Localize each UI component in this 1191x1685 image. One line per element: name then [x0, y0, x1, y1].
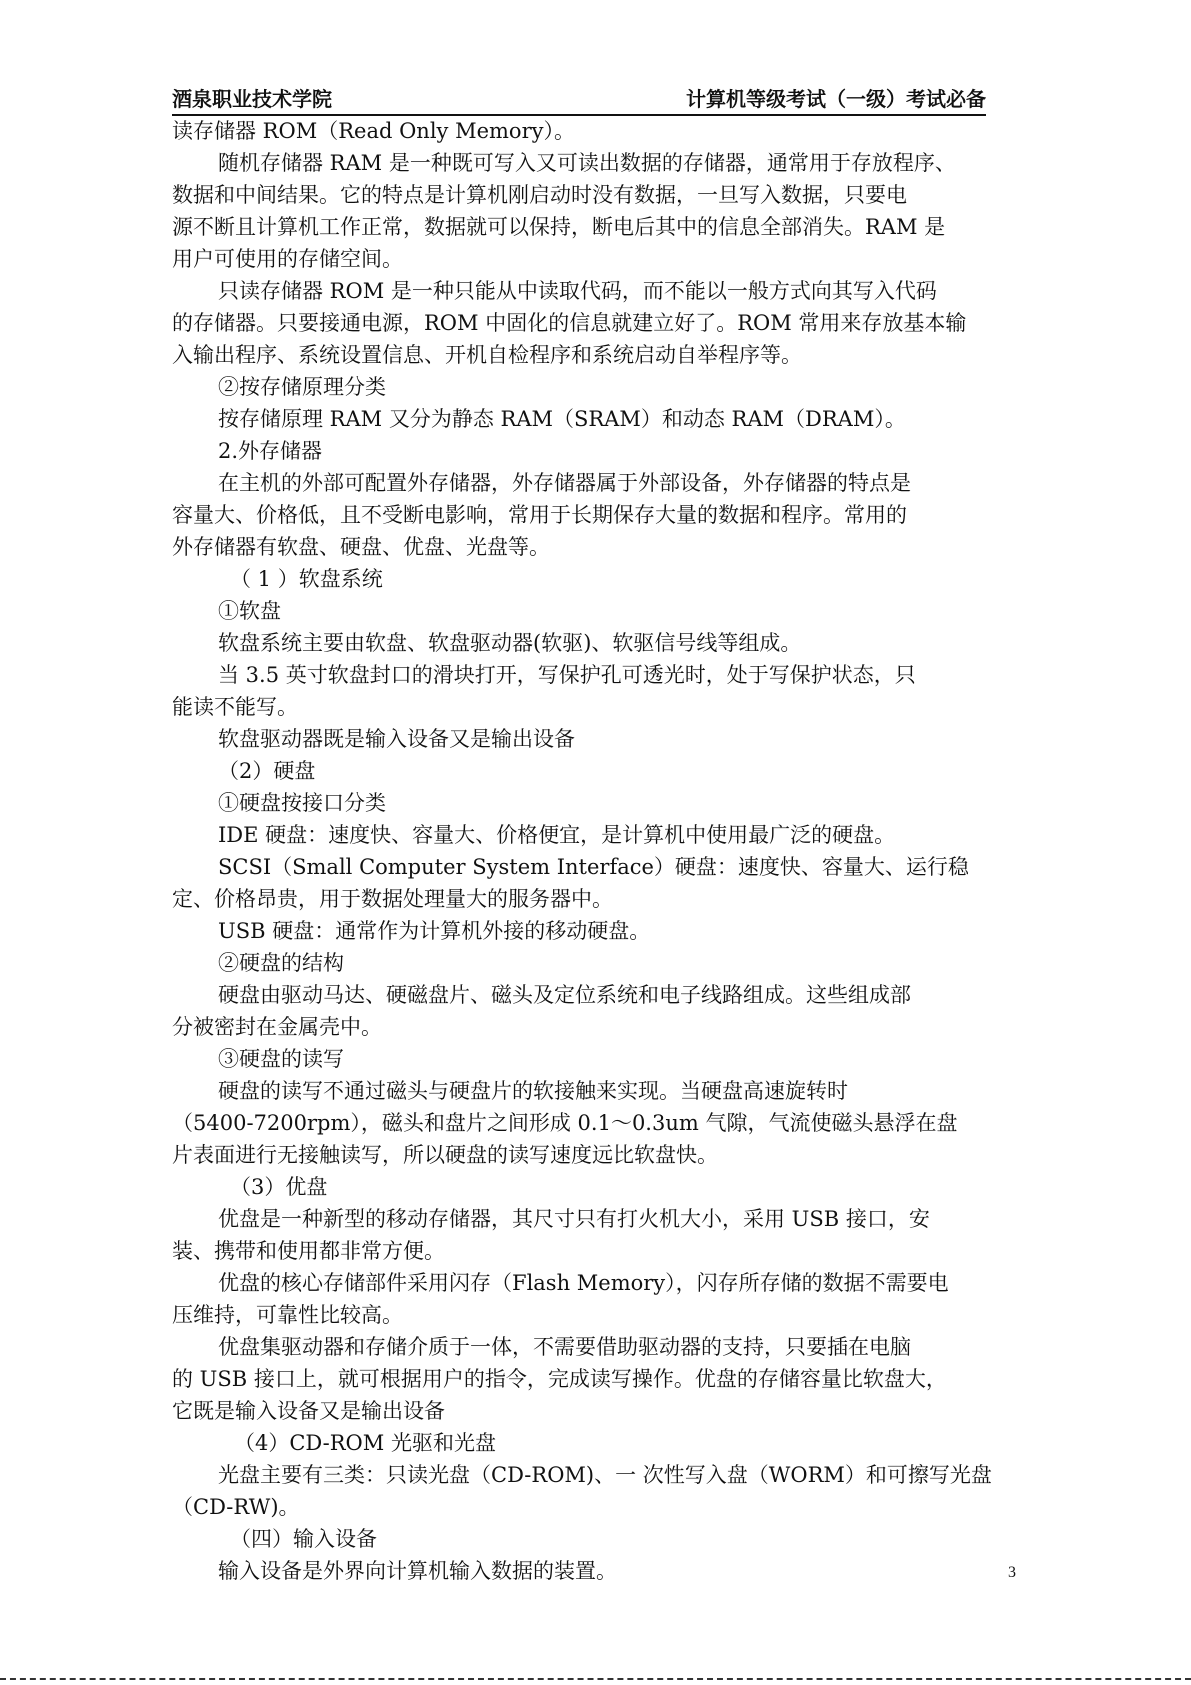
text-line: 硬盘由驱动马达、硬磁盘片、磁头及定位系统和电子线路组成。这些组成部	[218, 983, 911, 1007]
section-heading: （4）CD-ROM 光驱和光盘	[234, 1431, 496, 1455]
section-heading: 2.外存储器	[218, 439, 323, 463]
text-line: 用户可使用的存储空间。	[172, 247, 403, 271]
section-heading: （四）输入设备	[230, 1527, 377, 1551]
section-heading: （2）硬盘	[218, 759, 316, 783]
section-heading: ②硬盘的结构	[218, 951, 344, 975]
text-line: 优盘集驱动器和存储介质于一体，不需要借助驱动器的支持，只要插在电脑	[218, 1335, 911, 1359]
header-school-name: 酒泉职业技术学院	[172, 87, 332, 111]
text-line: 随机存储器 RAM 是一种既可写入又可读出数据的存储器，通常用于存放程序、	[218, 151, 956, 175]
text-line: （5400-7200rpm），磁头和盘片之间形成 0.1～0.3um 气隙，气流使磁头悬浮在盘	[172, 1111, 958, 1135]
text-line: 硬盘的读写不通过磁头与硬盘片的软接触来实现。当硬盘高速旋转时	[218, 1079, 848, 1103]
page-bottom-divider	[0, 1678, 1191, 1680]
text-line: 在主机的外部可配置外存储器，外存储器属于外部设备，外存储器的特点是	[218, 471, 911, 495]
text-line: 容量大、价格低，且不受断电影响，常用于长期保存大量的数据和程序。常用的	[172, 503, 907, 527]
text-line: 按存储原理 RAM 又分为静态 RAM（SRAM）和动态 RAM（DRAM）。	[218, 407, 906, 431]
text-line: 它既是输入设备又是输出设备	[172, 1399, 445, 1423]
section-heading: ③硬盘的读写	[218, 1047, 344, 1071]
text-line: 装、携带和使用都非常方便。	[172, 1239, 445, 1263]
text-line: （CD-RW)。	[172, 1495, 300, 1519]
text-line: USB 硬盘：通常作为计算机外接的移动硬盘。	[218, 919, 651, 943]
text-line: 外存储器有软盘、硬盘、优盘、光盘等。	[172, 535, 550, 559]
text-line: 源不断且计算机工作正常，数据就可以保持，断电后其中的信息全部消失。RAM 是	[172, 215, 946, 239]
text-line: 的 USB 接口上，就可根据用户的指令，完成读写操作。优盘的存储容量比软盘大，	[172, 1367, 947, 1391]
text-line: 软盘驱动器既是输入设备又是输出设备	[218, 727, 575, 751]
text-line: 当 3.5 英寸软盘封口的滑块打开，写保护孔可透光时，处于写保护状态，只	[218, 663, 916, 687]
section-heading: ①软盘	[218, 599, 281, 623]
text-line: 软盘系统主要由软盘、软盘驱动器(软驱)、软驱信号线等组成。	[218, 631, 802, 655]
page-header	[172, 84, 986, 116]
page-number: 3	[1008, 1564, 1016, 1581]
text-line: SCSI（Small Computer System Interface）硬盘：速度快、容量大、运行稳	[218, 855, 969, 879]
text-line: 的存储器。只要接通电源，ROM 中固化的信息就建立好了。ROM 常用来存放基本输	[172, 311, 967, 335]
text-line: 输入设备是外界向计算机输入数据的装置。	[218, 1559, 617, 1583]
text-line: 数据和中间结果。它的特点是计算机刚启动时没有数据，一旦写入数据，只要电	[172, 183, 907, 207]
section-heading: （ 1 ）软盘系统	[230, 567, 383, 591]
text-line: 压维持，可靠性比较高。	[172, 1303, 403, 1327]
text-line: 片表面进行无接触读写，所以硬盘的读写速度远比软盘快。	[172, 1143, 718, 1167]
text-line: 读存储器 ROM（Read Only Memory）。	[172, 119, 575, 143]
section-heading: ①硬盘按接口分类	[218, 791, 386, 815]
body-text	[172, 115, 1022, 1587]
section-heading: ②按存储原理分类	[218, 375, 386, 399]
section-heading: （3）优盘	[230, 1175, 328, 1199]
text-line: 能读不能写。	[172, 695, 298, 719]
text-line: 光盘主要有三类：只读光盘（CD-ROM)、一 次性写入盘（WORM）和可擦写光盘	[218, 1463, 992, 1487]
text-line: 优盘的核心存储部件采用闪存（Flash Memory），闪存所存储的数据不需要电	[218, 1271, 949, 1295]
text-line: 优盘是一种新型的移动存储器，其尺寸只有打火机大小，采用 USB 接口，安	[218, 1207, 930, 1231]
text-line: 入输出程序、系统设置信息、开机自检程序和系统启动自举程序等。	[172, 343, 802, 367]
text-line: 定、价格昂贵，用于数据处理量大的服务器中。	[172, 887, 613, 911]
header-document-title: 计算机等级考试（一级）考试必备	[686, 87, 986, 111]
text-line: 只读存储器 ROM 是一种只能从中读取代码，而不能以一般方式向其写入代码	[218, 279, 937, 303]
text-line: IDE 硬盘：速度快、容量大、价格便宜，是计算机中使用最广泛的硬盘。	[218, 823, 896, 847]
text-line: 分被密封在金属壳中。	[172, 1015, 382, 1039]
